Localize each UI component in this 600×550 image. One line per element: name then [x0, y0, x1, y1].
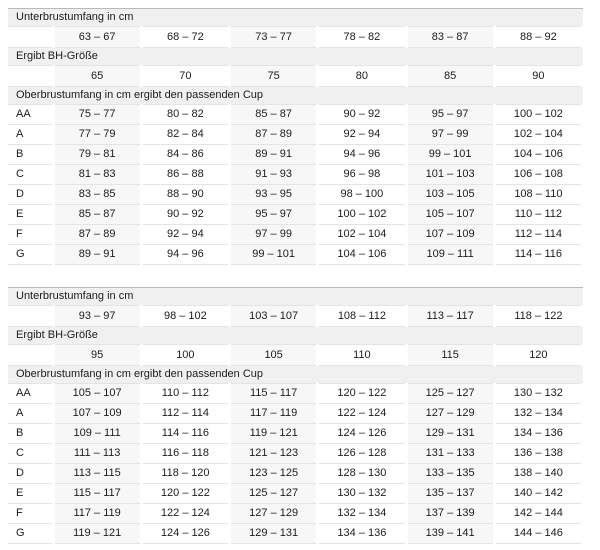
cup-label: E: [8, 484, 53, 504]
cup-range-cell: 128 – 130: [318, 464, 406, 484]
underbust-header-row: [8, 288, 583, 306]
cup-range-cell: 137 – 139: [406, 504, 494, 524]
empty-label-cell: [8, 27, 53, 48]
cup-range-cell: 117 – 119: [230, 404, 318, 424]
cup-label: D: [8, 185, 53, 205]
underbust-range-cell: 113 – 117: [406, 306, 494, 327]
cup-range-cell: 131 – 133: [406, 444, 494, 464]
cup-range-cell: 77 – 79: [53, 125, 141, 145]
cup-range-cell: 79 – 81: [53, 145, 141, 165]
cup-range-cell: 135 – 137: [406, 484, 494, 504]
cup-range-cell: 130 – 132: [318, 484, 406, 504]
cup-header-label: Oberbrustumfang in cm ergibt den passenden Cup: [8, 366, 583, 384]
cup-range-cell: 100 – 102: [494, 105, 582, 125]
underbust-range-cell: 63 – 67: [53, 27, 141, 48]
underbust-range-cell: 98 – 102: [141, 306, 229, 327]
size-table-section-1: [8, 8, 584, 265]
cup-range-cell: 129 – 131: [230, 524, 318, 544]
cup-label: A: [8, 404, 53, 424]
cup-range-cell: 108 – 110: [494, 185, 582, 205]
cup-range-cell: 87 – 89: [230, 125, 318, 145]
cup-range-cell: 91 – 93: [230, 165, 318, 185]
cup-range-cell: 104 – 106: [494, 145, 582, 165]
cup-label: D: [8, 464, 53, 484]
cup-row-C: [8, 165, 583, 185]
cup-row-B: [8, 424, 583, 444]
band-size-header-row: [8, 48, 583, 66]
cup-range-cell: 97 – 99: [406, 125, 494, 145]
cup-range-cell: 94 – 96: [318, 145, 406, 165]
band-size-cell: 115: [406, 345, 494, 366]
cup-row-F: [8, 225, 583, 245]
cup-range-cell: 144 – 146: [494, 524, 582, 544]
cup-row-AA: [8, 384, 583, 404]
cup-range-cell: 104 – 106: [318, 245, 406, 265]
band-size-row: [8, 66, 583, 87]
cup-range-cell: 94 – 96: [141, 245, 229, 265]
band-size-header-label: Ergibt BH-Größe: [8, 327, 583, 345]
cup-range-cell: 129 – 131: [406, 424, 494, 444]
cup-row-C: [8, 444, 583, 464]
cup-label: AA: [8, 384, 53, 404]
cup-label: F: [8, 504, 53, 524]
cup-label: A: [8, 125, 53, 145]
cup-range-cell: 107 – 109: [406, 225, 494, 245]
cup-range-cell: 80 – 82: [141, 105, 229, 125]
cup-range-cell: 89 – 91: [230, 145, 318, 165]
underbust-range-cell: 118 – 122: [494, 306, 582, 327]
cup-label: B: [8, 424, 53, 444]
size-table-section-2: [8, 287, 584, 544]
underbust-range-cell: 68 – 72: [141, 27, 229, 48]
cup-range-cell: 126 – 128: [318, 444, 406, 464]
cup-range-cell: 114 – 116: [141, 424, 229, 444]
cup-range-cell: 133 – 135: [406, 464, 494, 484]
cup-range-cell: 110 – 112: [494, 205, 582, 225]
cup-range-cell: 130 – 132: [494, 384, 582, 404]
cup-range-cell: 85 – 87: [230, 105, 318, 125]
underbust-range-row: [8, 27, 583, 48]
cup-range-cell: 103 – 105: [406, 185, 494, 205]
band-size-cell: 85: [406, 66, 494, 87]
cup-range-cell: 95 – 97: [406, 105, 494, 125]
cup-range-cell: 118 – 120: [141, 464, 229, 484]
cup-range-cell: 139 – 141: [406, 524, 494, 544]
cup-range-cell: 132 – 134: [494, 404, 582, 424]
cup-row-D: [8, 185, 583, 205]
cup-range-cell: 115 – 117: [53, 484, 141, 504]
underbust-range-cell: 103 – 107: [230, 306, 318, 327]
cup-range-cell: 89 – 91: [53, 245, 141, 265]
cup-range-cell: 92 – 94: [141, 225, 229, 245]
cup-range-cell: 138 – 140: [494, 464, 582, 484]
cup-range-cell: 109 – 111: [406, 245, 494, 265]
cup-row-D: [8, 464, 583, 484]
empty-label-cell: [8, 345, 53, 366]
cup-range-cell: 75 – 77: [53, 105, 141, 125]
cup-range-cell: 115 – 117: [230, 384, 318, 404]
cup-row-B: [8, 145, 583, 165]
cup-range-cell: 120 – 122: [141, 484, 229, 504]
cup-range-cell: 119 – 121: [230, 424, 318, 444]
band-size-cell: 110: [318, 345, 406, 366]
cup-header-label: Oberbrustumfang in cm ergibt den passenden Cup: [8, 87, 583, 105]
cup-range-cell: 83 – 85: [53, 185, 141, 205]
band-size-header-row: [8, 327, 583, 345]
cup-range-cell: 105 – 107: [406, 205, 494, 225]
cup-range-cell: 123 – 125: [230, 464, 318, 484]
band-size-cell: 70: [141, 66, 229, 87]
cup-header-row: [8, 366, 583, 384]
cup-range-cell: 142 – 144: [494, 504, 582, 524]
band-size-cell: 120: [494, 345, 582, 366]
cup-range-cell: 124 – 126: [318, 424, 406, 444]
cup-range-cell: 110 – 112: [141, 384, 229, 404]
cup-range-cell: 119 – 121: [53, 524, 141, 544]
cup-row-AA: [8, 105, 583, 125]
cup-range-cell: 106 – 108: [494, 165, 582, 185]
underbust-header-label: Unterbrustumfang in cm: [8, 9, 583, 27]
cup-row-G: [8, 524, 583, 544]
cup-row-F: [8, 504, 583, 524]
cup-range-cell: 86 – 88: [141, 165, 229, 185]
underbust-header-label: Unterbrustumfang in cm: [8, 288, 583, 306]
underbust-range-cell: 78 – 82: [318, 27, 406, 48]
band-size-header-label: Ergibt BH-Größe: [8, 48, 583, 66]
cup-label: B: [8, 145, 53, 165]
empty-label-cell: [8, 306, 53, 327]
cup-range-cell: 102 – 104: [494, 125, 582, 145]
cup-range-cell: 122 – 124: [141, 504, 229, 524]
cup-range-cell: 114 – 116: [494, 245, 582, 265]
cup-range-cell: 127 – 129: [406, 404, 494, 424]
cup-range-cell: 96 – 98: [318, 165, 406, 185]
cup-range-cell: 90 – 92: [141, 205, 229, 225]
underbust-range-row: [8, 306, 583, 327]
cup-range-cell: 81 – 83: [53, 165, 141, 185]
cup-range-cell: 120 – 122: [318, 384, 406, 404]
cup-range-cell: 112 – 114: [141, 404, 229, 424]
cup-label: E: [8, 205, 53, 225]
cup-range-cell: 134 – 136: [318, 524, 406, 544]
cup-range-cell: 121 – 123: [230, 444, 318, 464]
cup-row-A: [8, 125, 583, 145]
cup-label: C: [8, 165, 53, 185]
cup-range-cell: 136 – 138: [494, 444, 582, 464]
cup-range-cell: 102 – 104: [318, 225, 406, 245]
cup-label: AA: [8, 105, 53, 125]
cup-range-cell: 107 – 109: [53, 404, 141, 424]
cup-range-cell: 125 – 127: [230, 484, 318, 504]
cup-row-E: [8, 484, 583, 504]
cup-label: G: [8, 524, 53, 544]
cup-row-A: [8, 404, 583, 424]
cup-range-cell: 99 – 101: [230, 245, 318, 265]
band-size-cell: 95: [53, 345, 141, 366]
band-size-cell: 75: [230, 66, 318, 87]
cup-range-cell: 98 – 100: [318, 185, 406, 205]
cup-range-cell: 88 – 90: [141, 185, 229, 205]
cup-range-cell: 109 – 111: [53, 424, 141, 444]
cup-range-cell: 132 – 134: [318, 504, 406, 524]
cup-range-cell: 124 – 126: [141, 524, 229, 544]
cup-row-E: [8, 205, 583, 225]
cup-range-cell: 117 – 119: [53, 504, 141, 524]
underbust-range-cell: 93 – 97: [53, 306, 141, 327]
underbust-range-cell: 88 – 92: [494, 27, 582, 48]
cup-range-cell: 82 – 84: [141, 125, 229, 145]
cup-range-cell: 85 – 87: [53, 205, 141, 225]
underbust-range-cell: 83 – 87: [406, 27, 494, 48]
cup-range-cell: 127 – 129: [230, 504, 318, 524]
band-size-cell: 90: [494, 66, 582, 87]
cup-label: G: [8, 245, 53, 265]
underbust-range-cell: 108 – 112: [318, 306, 406, 327]
cup-range-cell: 112 – 114: [494, 225, 582, 245]
empty-label-cell: [8, 66, 53, 87]
cup-range-cell: 134 – 136: [494, 424, 582, 444]
cup-range-cell: 100 – 102: [318, 205, 406, 225]
cup-range-cell: 122 – 124: [318, 404, 406, 424]
cup-range-cell: 93 – 95: [230, 185, 318, 205]
cup-range-cell: 95 – 97: [230, 205, 318, 225]
cup-range-cell: 113 – 115: [53, 464, 141, 484]
cup-header-row: [8, 87, 583, 105]
band-size-cell: 65: [53, 66, 141, 87]
underbust-range-cell: 73 – 77: [230, 27, 318, 48]
cup-range-cell: 140 – 142: [494, 484, 582, 504]
cup-range-cell: 90 – 92: [318, 105, 406, 125]
underbust-header-row: [8, 9, 583, 27]
cup-range-cell: 84 – 86: [141, 145, 229, 165]
cup-range-cell: 111 – 113: [53, 444, 141, 464]
band-size-cell: 80: [318, 66, 406, 87]
cup-range-cell: 105 – 107: [53, 384, 141, 404]
cup-range-cell: 116 – 118: [141, 444, 229, 464]
cup-range-cell: 99 – 101: [406, 145, 494, 165]
cup-range-cell: 101 – 103: [406, 165, 494, 185]
cup-row-G: [8, 245, 583, 265]
band-size-row: [8, 345, 583, 366]
band-size-cell: 100: [141, 345, 229, 366]
band-size-cell: 105: [230, 345, 318, 366]
cup-range-cell: 87 – 89: [53, 225, 141, 245]
cup-range-cell: 92 – 94: [318, 125, 406, 145]
cup-range-cell: 125 – 127: [406, 384, 494, 404]
cup-label: F: [8, 225, 53, 245]
cup-range-cell: 97 – 99: [230, 225, 318, 245]
cup-label: C: [8, 444, 53, 464]
